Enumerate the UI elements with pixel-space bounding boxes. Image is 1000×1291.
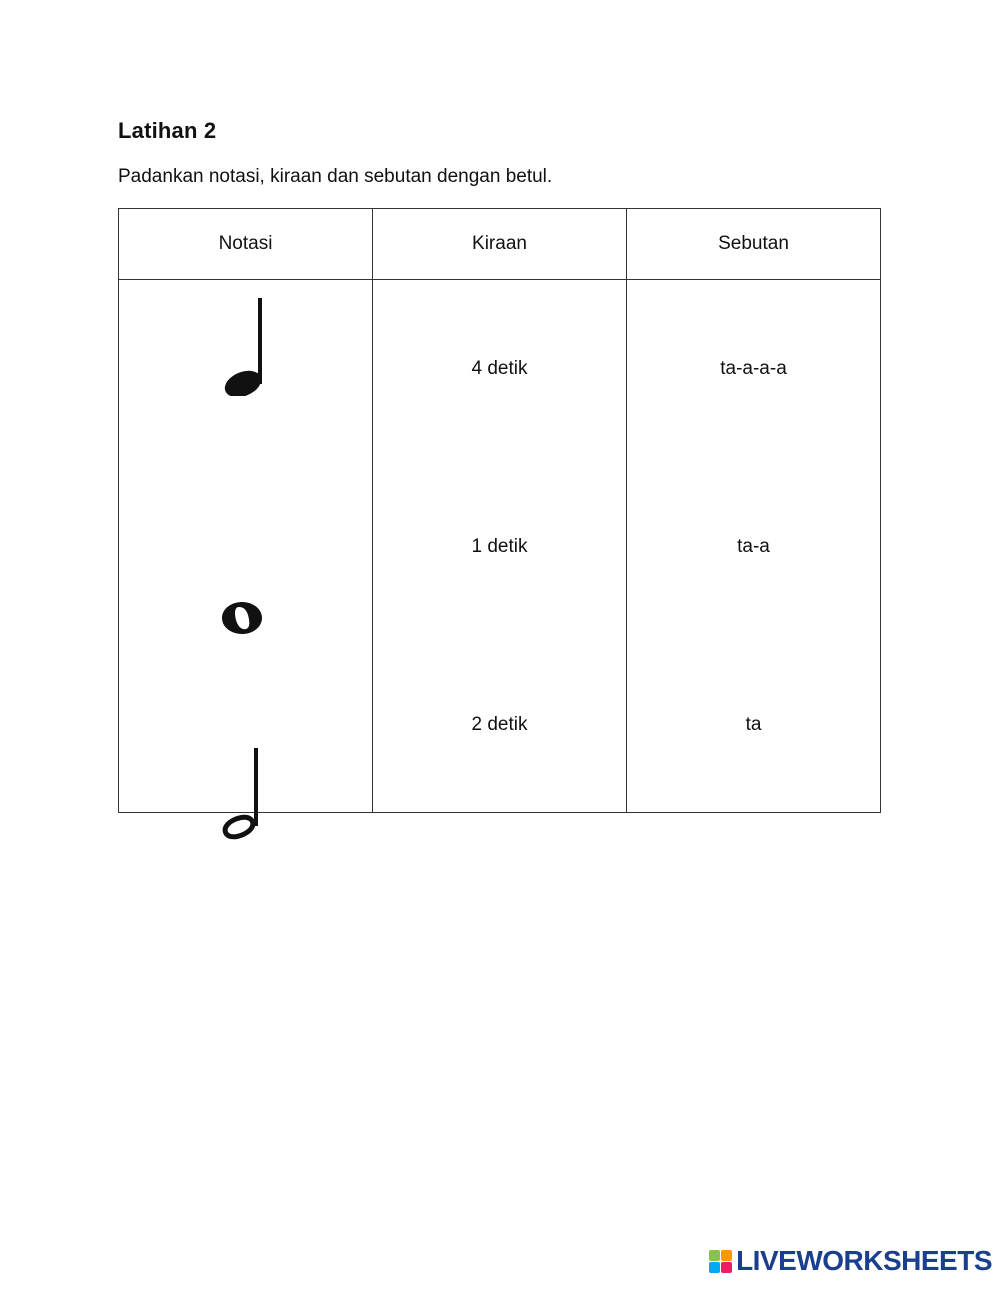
sebutan-item-ta-a-a-a[interactable]: ta-a-a-a <box>720 358 787 379</box>
kiraan-item-4-detik[interactable]: 4 detik <box>471 358 528 379</box>
worksheet-instruction: Padankan notasi, kiraan dan sebutan dengan betul. <box>118 166 553 187</box>
kiraan-cell <box>373 280 627 813</box>
half-note-icon[interactable] <box>219 748 265 840</box>
liveworksheets-watermark <box>709 1245 992 1277</box>
table-header-row <box>119 209 881 280</box>
header-notasi: Notasi <box>119 209 373 280</box>
matching-table <box>118 208 881 813</box>
header-sebutan: Sebutan <box>627 209 881 280</box>
liveworksheets-logo-icon <box>709 1250 732 1273</box>
watermark-text: LIVEWORKSHEETS <box>736 1245 992 1276</box>
quarter-note-icon[interactable] <box>219 296 269 396</box>
whole-note-icon[interactable] <box>219 598 265 638</box>
worksheet-title: Latihan 2 <box>118 118 217 143</box>
notasi-cell <box>119 280 373 813</box>
header-kiraan: Kiraan <box>373 209 627 280</box>
kiraan-item-2-detik[interactable]: 2 detik <box>471 714 528 735</box>
sebutan-item-ta[interactable]: ta <box>745 714 762 735</box>
sebutan-cell <box>627 280 881 813</box>
kiraan-item-1-detik[interactable]: 1 detik <box>471 536 528 557</box>
sebutan-item-ta-a[interactable]: ta-a <box>737 536 770 557</box>
table-body-row <box>119 280 881 813</box>
